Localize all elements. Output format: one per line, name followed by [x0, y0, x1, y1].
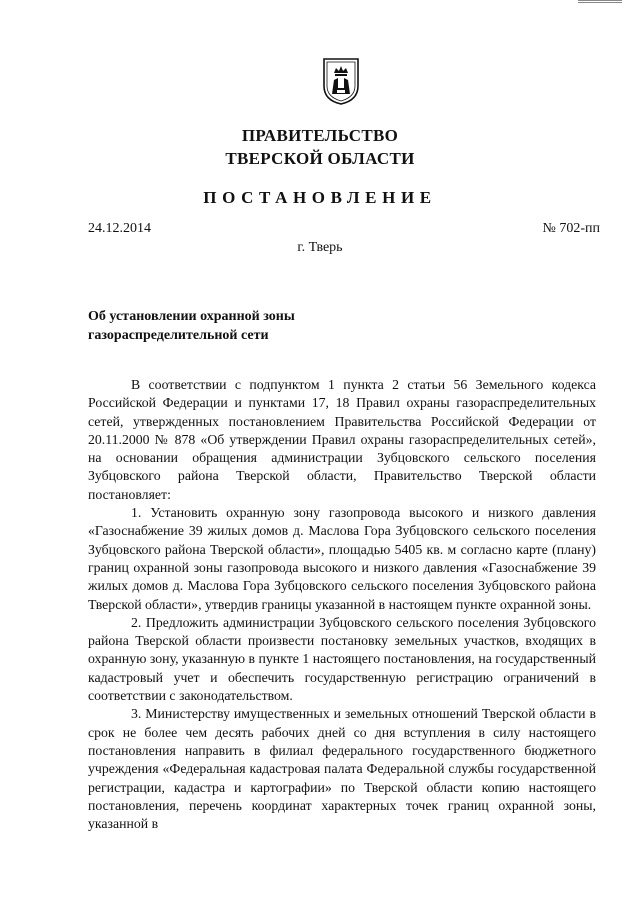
subject-line-2: газораспределительной сети [88, 328, 269, 343]
document-body [88, 376, 596, 833]
body-paragraph-item-2: 2. Предложить администрации Зубцовского сельского поселения Зубцовского района Тверской области произвести постановку земельных участков, входящих в охранную зону, указанную в пункте 1 настоящего постановления, на государственный кадастровый учет и обеспечить государственную регистрацию ограничений в соответствии с законодательством. [88, 614, 596, 704]
body-paragraph-preamble: В соответствии с подпунктом 1 пункта 2 статьи 56 Земельного кодекса Российской Федерации и пунктами 17, 18 Правил охраны газораспределительных сетей, утвержденных постановлением Правительства Российской Федерации от 20.11.2000 № 878 «Об утверждении Правил охраны газораспределительных сетей», на основании обращения администрации Зубцовского сельского поселения Зубцовского района Тверской области, Правительство Тверской области постановляет: [88, 377, 596, 502]
subject-line-1: Об установлении охранной зоны [88, 309, 295, 324]
document-number: № 702-пп [542, 221, 600, 236]
document-date: 24.12.2014 [88, 221, 151, 236]
document-city: г. Тверь [297, 240, 343, 255]
corner-mark [578, 0, 622, 4]
body-paragraph-item-1: 1. Установить охранную зону газопровода высокого и низкого давления «Газоснабжение 39 жилых домов д. Маслова Гора Зубцовского сельского поселения Зубцовского района Тверской области», площадью 5405 кв. м согласно карте (плану) границ охранной зоны газопровода высокого и низкого давления «Газоснабжение 39 жилых домов д. Маслова Гора Зубцовского сельского поселения Зубцовского района Тверской области», утвердив границы указанной в настоящем пункте охранной зоны. [88, 505, 596, 612]
body-paragraph-item-3: 3. Министерству имущественных и земельных отношений Тверской области в срок не более чем десять рабочих дней со дня вступления в силу настоящего постановления направить в филиал федерального государственного бюджетного учреждения «Федеральная кадастровая палата Федеральной службы государственной регистрации, кадастра и картографии» по Тверской области копию настоящего постановления, перечень координат характерных точек границ охранной зоны, указанной в [88, 706, 596, 832]
government-name-line2: ТВЕРСКОЙ ОБЛАСТИ [225, 149, 415, 168]
government-name-line1: ПРАВИТЕЛЬСТВО [241, 126, 399, 145]
document-type-title: ПОСТАНОВЛЕНИЕ [203, 188, 437, 207]
coat-of-arms-emblem [321, 56, 361, 106]
document-subject [88, 307, 295, 345]
